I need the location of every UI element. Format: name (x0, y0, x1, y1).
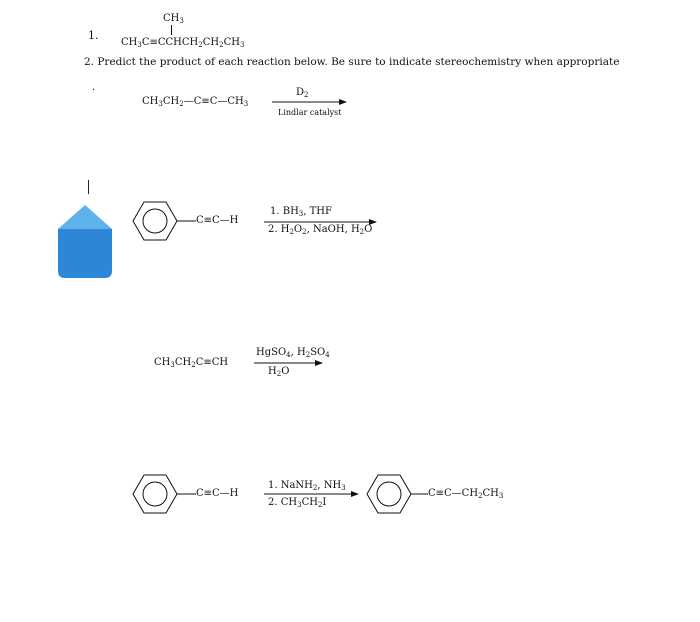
reaction1-reagent-top: $D_2$ (296, 87, 309, 99)
reaction1-reagent-bottom: Lindlar catalyst (278, 108, 342, 117)
reaction4-reagent-bottom: 2. $CH_3CH_2I$ (268, 497, 327, 509)
benzene-ring-icon (133, 202, 177, 240)
q1-main-chain: $CH_3C\equiv CCHCH_2CH_2CH_3$ (121, 37, 245, 49)
q1-number: 1. (88, 29, 99, 42)
benzene-ring-icon (367, 475, 411, 513)
benzene-ring-icon (133, 475, 177, 513)
reaction4-product-chain: $C\equiv C—CH_2CH_3$ (428, 488, 504, 500)
q2-prompt: 2. Predict the product of each reaction below. Be sure to indicate stereochemistry when appropriate (84, 56, 620, 68)
reaction4-alkyne: C≡C—H (196, 488, 239, 499)
reaction1-reactant: $CH_3CH_2—C\equiv C—CH_3$ (142, 96, 249, 108)
reaction3-reagent-bottom: $H_2O$ (268, 366, 290, 378)
reaction2-reagent-bottom: 2. $H_2O_2$, NaOH, $H_2O$ (268, 224, 373, 236)
reaction3-reactant: $CH_3CH_2C\equiv CH$ (154, 357, 229, 369)
reaction2-reagent-top: 1. $BH_3$, THF (270, 206, 332, 218)
reaction2-alkyne: C≡C—H (196, 215, 239, 226)
reaction4-reagent-top: 1. NaNH$_2$, $NH_3$ (268, 480, 346, 492)
reaction3-reagent-top: HgSO$_4$, $H_2SO_4$ (256, 347, 330, 359)
q1-branch-ch3: $CH_3$ (163, 13, 184, 25)
bullet-dot: . (92, 82, 96, 93)
